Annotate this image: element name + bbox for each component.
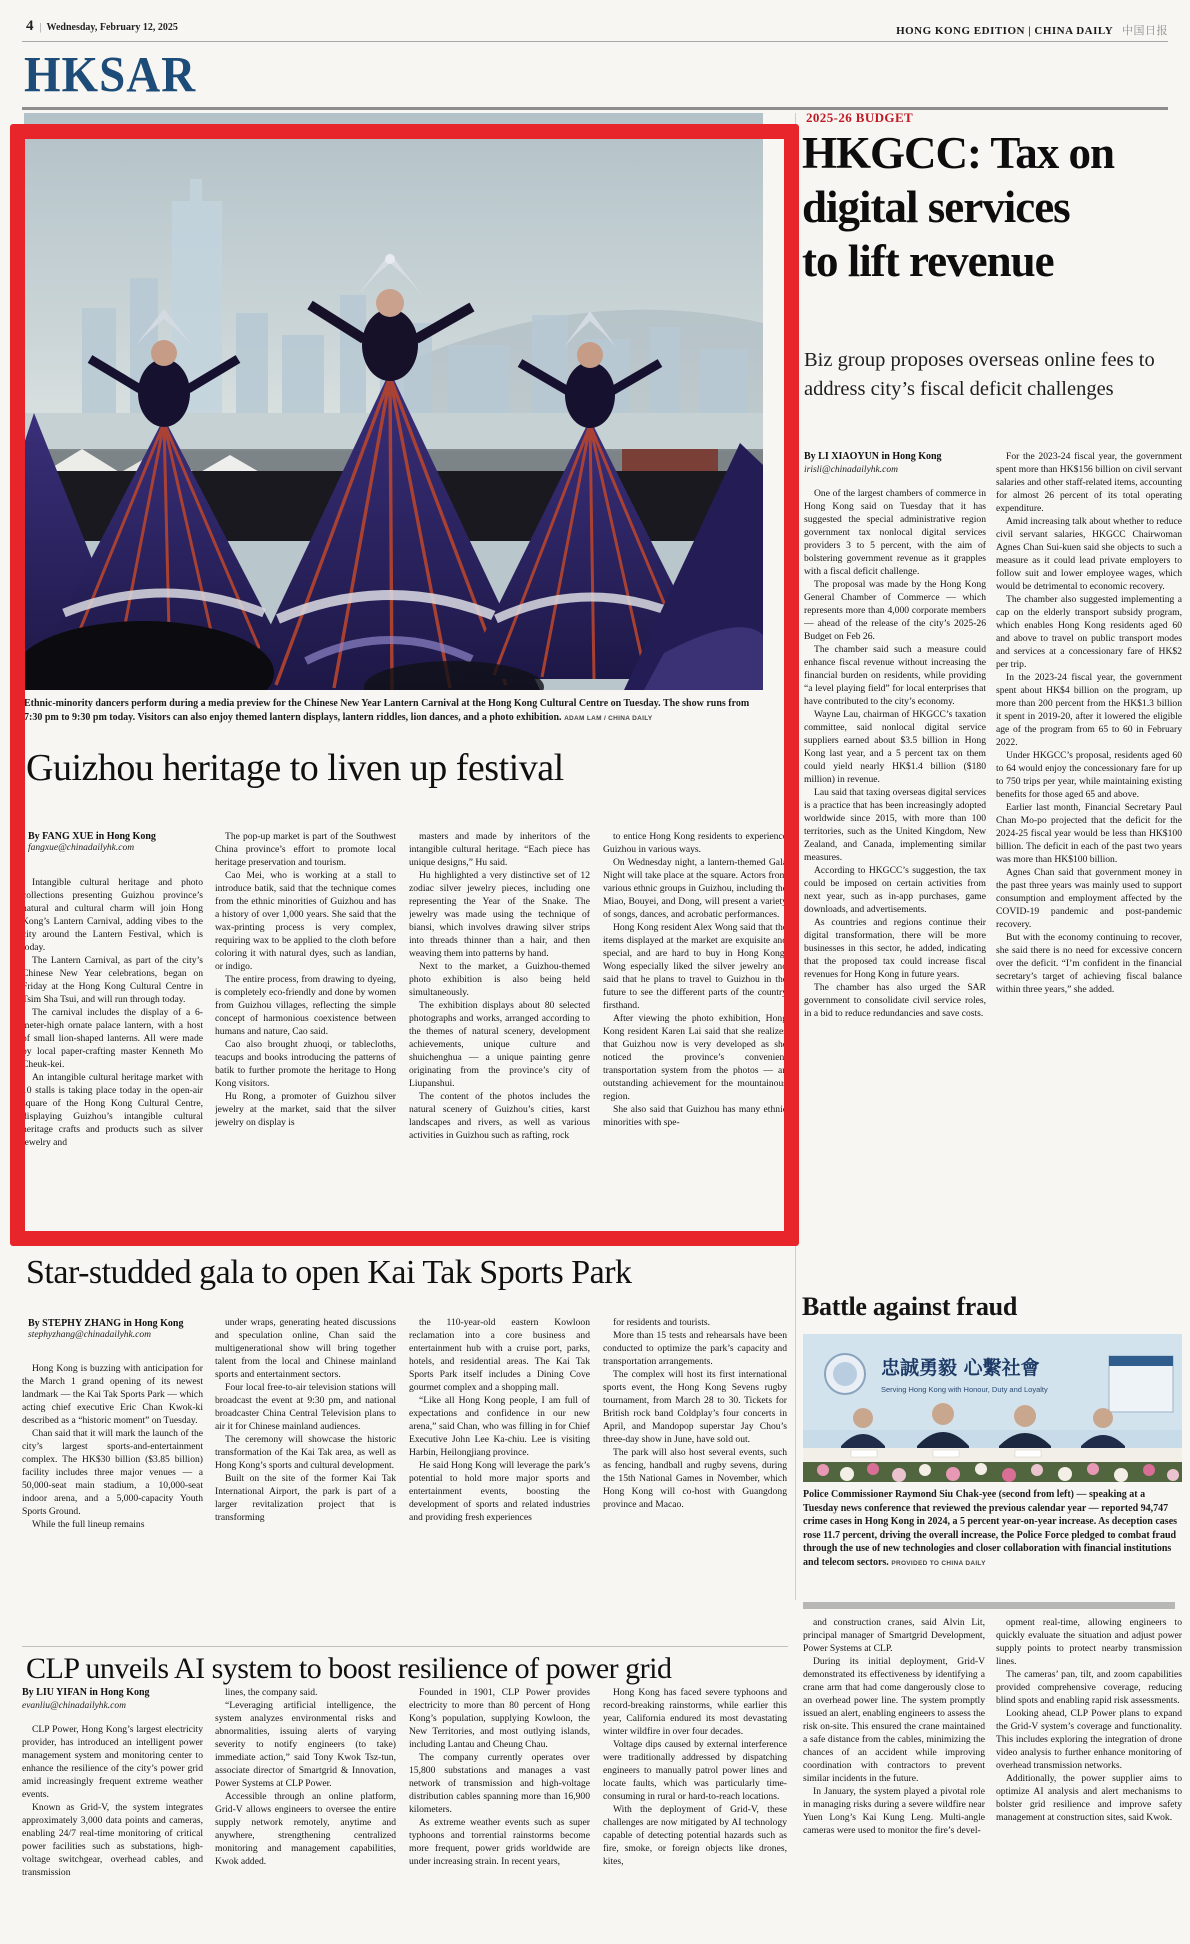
clp-column-6 <box>996 1616 1182 1944</box>
paragraph: Cao also brought zhuoqi, or tablecloths, teacups and books introducing the patterns of batik to further promote the heritage to Hong Kong visitors. <box>215 1039 396 1089</box>
clp-column-4 <box>603 1686 787 1944</box>
paragraph: Additionally, the power supplier aims to optimize AI analysis and alert mechanisms to bolster grid resilience and improve safety management at construction sites, said Kwok. <box>996 1773 1182 1823</box>
paragraph: The pop-up market is part of the Southwest China province’s effort to promote local heritage preservation and tourism. <box>215 831 396 868</box>
paragraph: masters and made by inheritors of the intangible cultural heritage. “Each piece has unique designs,” Hu said. <box>409 831 590 868</box>
clp-column-5 <box>803 1616 985 1944</box>
paragraph: Hong Kong resident Alex Wong said that the items displayed at the market are exquisite and special, and are hard to buy in Hong Kong. Wong especially liked the silver jewelry and said that he plans to travel to Guizhou in the future to see the different parts of the country firsthand. <box>603 922 787 1011</box>
paragraph: The entire process, from drawing to dyeing, is completely eco-friendly and done by women from Guizhou villages, reflecting the simple concept of harmonious coexistence between humans and nature, Cao said. <box>215 974 396 1037</box>
paragraph: The complex will host its first international sports event, the Hong Kong Sevens rugby tournament, from March 28 to 30. Tickets for British rock band Coldplay’s four concerts in April, and Mandopop superstar Jay Chou’s three-day show in June, have sold out. <box>603 1369 787 1445</box>
paragraph: As countries and regions continue their digital transformation, there will be more businesses in this sector, he added, indicating that the proposed tax could increase fiscal revenues for Hong Kong in future years. <box>804 917 986 980</box>
paragraph: Amid increasing talk about whether to reduce civil servant salaries, HKGCC Chairwoman Agnes Chan Sui-kuen said she objects to such a measure as it could lead private employers to follow suit and lower employee wages, which would be detrimental to economic recovery. <box>996 516 1182 592</box>
brand-label: CHINA DAILY <box>1034 25 1113 37</box>
fraud-photo-credit: PROVIDED TO CHINA DAILY <box>891 1559 986 1567</box>
kaitak-byline-email: stephyzhang@chinadailyhk.com <box>28 1330 151 1340</box>
backdrop-chinese-text: 忠誠勇毅 心繫社會 <box>881 1357 1040 1379</box>
paragraph: Hong Kong has faced severe typhoons and record-breaking rainstorms, while earlier this year, California endured its most devastating winter wildfire in over four decades. <box>603 1687 787 1737</box>
paragraph: Looking ahead, CLP Power plans to expand the Grid-V system’s coverage and functionality. This includes exploring the integration of drone video analysis to further enhance monitoring of overhead transmission networks. <box>996 1708 1182 1771</box>
clp-column-2 <box>215 1686 396 1944</box>
paragraph: She also said that Guizhou has many ethnic minorities with spe- <box>603 1104 787 1128</box>
edition-label: HONG KONG EDITION <box>896 25 1025 37</box>
paragraph: As extreme weather events such as super typhoons and torrential rainstorms become more frequent, power grids worldwide are under increasing strain. In recent years, <box>409 1817 590 1867</box>
paragraph: The chamber also suggested implementing a cap on the elderly transport subsidy program, which enables Hong Kong residents aged 60 and above to travel on public transport modes and services at a concessionary fare of HK$2 per trip. <box>996 594 1182 670</box>
paragraph: Accessible through an online platform, Grid-V allows engineers to oversee the entire supply network remotely, anytime and anywhere, strengthening centralized monitoring and management capabilities, Kwok added. <box>215 1791 396 1867</box>
budget-column-1 <box>804 450 986 1290</box>
paragraph: “Like all Hong Kong people, I am full of expectations and confidence in our new arena,” said Chan, who was filling in for Chief Executive John Lee Ka-chiu. Lee is visiting Harbin, Heilongjiang province. <box>409 1395 590 1458</box>
paragraph: for residents and tourists. <box>613 1317 710 1328</box>
section-title: HKSAR <box>24 47 197 104</box>
budget-kicker: 2025-26 BUDGET <box>806 110 914 125</box>
paragraph: One of the largest chambers of commerce in Hong Kong said on Tuesday that it has suggested the special administrative region government tax nonlocal digital services providers 3 to 5 percent, with the aim of bolstering government revenue as it grapples with a fiscal deficit challenge. <box>804 488 986 577</box>
paragraph: and construction cranes, said Alvin Lit, principal manager of Smartgrid Development, Power Systems at CLP. <box>803 1617 985 1654</box>
flower-row <box>803 1462 1182 1482</box>
kaitak-column-1 <box>22 1362 203 1648</box>
paragraph: lines, the company said. <box>225 1687 318 1698</box>
page-number: 4 <box>26 18 34 34</box>
paragraph: In the 2023-24 fiscal year, the government spent about HK$4 billion on the program, up more than 200 percent from the HK$1.3 billion it spent in 2019-20, after it lowered the eligible age of the program from 65 to 60 in February 2022. <box>996 672 1182 748</box>
paragraph: Chan said that it will mark the launch of the city’s largest sports-and-entertainment complex. The HK$30 billion ($3.85 billion) facility includes three major venues — a 50,000-seat main stadium, a 10,000-seat indoor arena, and a 5,000-capacity Youth Sports Ground. <box>22 1428 203 1517</box>
paragraph: Voltage dips caused by external interference were traditionally addressed by dispatching engineers to manually patrol power lines and locate faults, which was particularly time-consuming in rural or hard-to-reach locations. <box>603 1739 787 1802</box>
kaitak-column-3 <box>409 1316 590 1648</box>
clp-column-3 <box>409 1686 590 1944</box>
page-date: Wednesday, February 12, 2025 <box>46 22 178 33</box>
paragraph: With the deployment of Grid-V, these challenges are now mitigated by AI technology capable of detecting potential hazards such as fire, smoke, or foreign objects like drones, kites, <box>603 1804 787 1867</box>
article-divider-rule <box>22 1646 788 1647</box>
paragraph: Agnes Chan said that government money in the past three years was mainly used to support consumption and employment affected by the COVID-19 pandemic and post-pandemic recovery. <box>996 867 1182 930</box>
paragraph: He said Hong Kong will leverage the park’s potential to hold more major sports and entertainment events, boosting the development of sports and related industries and providing fresh experiences <box>409 1460 590 1523</box>
paragraph: The cameras’ pan, tilt, and zoom capabilities provided comprehensive coverage, reducing blind spots and enabling rapid risk assessments. <box>996 1669 1182 1706</box>
guizhou-column-2 <box>215 830 396 1224</box>
paragraph: The carnival includes the display of a 6-meter-high ornate palace lantern, with a host of small lion-shaped lanterns. All were made by local paper-crafting master Kenneth Mo Cheuk-kei. <box>22 1007 203 1070</box>
paragraph: According to HKGCC’s suggestion, the tax could be imposed on certain activities from next year, such as in-app purchases, game downloads, and advertisements. <box>804 865 986 915</box>
paragraph: Cao Mei, who is working at a stall to introduce batik, said that the technique comes from the ethnic minorities of Guizhou and has a history of over 1,000 years. She said that the wax-printing process is very complex, requiring wax to be applied to the cloth before coloring it with natural dyes, such as landian, or indigo. <box>215 870 396 972</box>
paragraph: Intangible cultural heritage and photo collections presenting Guizhou province’s natural and cultural charm will join Hong Kong’s Lantern Carnival, adding vibes to the city around the Lantern Festival, which is today. <box>22 877 203 953</box>
fraud-photo-caption: Police Commissioner Raymond Siu Chak-yee (second from left) — speaking at a Tuesday news conference that reviewed the previous calendar year — reported 94,747 crime cases in Hong Kong in 2024, a 5 percent year-on-year increase. As deception cases rose 11.7 percent, driving the overall increase, the Police Force pledged to combat fraud through the use of new technologies and closer collaboration with financial institutions and telecom sectors. PROVIDED TO CHINA DAILY <box>803 1489 1178 1568</box>
guizhou-byline-email: fangxue@chinadailyhk.com <box>28 843 135 853</box>
budget-headline <box>802 126 1114 288</box>
paragraph: While the full lineup remains <box>32 1519 145 1530</box>
kaitak-headline: Star-studded gala to open Kai Tak Sports Park <box>26 1254 632 1291</box>
clp-byline-email: evanliu@chinadailyhk.com <box>22 1701 126 1711</box>
kaitak-column-2 <box>215 1316 396 1648</box>
lead-photo-caption: Ethnic-minority dancers perform during a media preview for the Chinese New Year Lantern Carnival at the Hong Kong Cultural Centre on Tuesday. The show runs from 7:30 pm to 9:30 pm today. Visitors can also enjoy themed lantern displays, lantern riddles, lion dances, and a photo exhibition. ADAM LAM / CHINA DAILY <box>24 698 750 723</box>
paragraph: For the 2023-24 fiscal year, the government spent more than HK$156 billion on civil servant salaries and other staff-related items, accounting for almost 26 percent of its total operating expenditure. <box>996 451 1182 514</box>
paragraph: An intangible cultural heritage market with 10 stalls is taking place today in the open-air square of the Hong Kong Cultural Centre, displaying Guizhou’s intangible cultural heritage crafts and products such as silver jewelry and <box>22 1072 203 1148</box>
paragraph: More than 15 tests and rehearsals have been conducted to optimize the park’s capacity and transportation arrangements. <box>603 1330 787 1367</box>
paragraph: Hu Rong, a promoter of Guizhou silver jewelry at the market, said that the silver jewelry on display is <box>215 1091 396 1128</box>
header-rule <box>22 41 1168 42</box>
paragraph: Built on the site of the former Kai Tak International Airport, the park is part of a larger revitalization project that is transforming <box>215 1473 396 1523</box>
paragraph: the 110-year-old eastern Kowloon reclamation into a core business and entertainment hub with a cruise port, parks, hotels, and residential areas. The Kai Tak Sports Park itself includes a Dining Cove gourmet complex and a shopping mall. <box>409 1317 590 1393</box>
paragraph: Hu highlighted a very distinctive set of 12 zodiac silver jewelry pieces, including one representing the Year of the Snake. The jewelry was made using the technique of biansi, which involves drawing silver strips into threads thinner than a hair, and then weaving them into patterns by hand. <box>409 870 590 959</box>
paragraph: The Lantern Carnival, as part of the city’s Chinese New Year celebrations, began on Friday at the Hong Kong Cultural Centre in Tsim Sha Tsui, and will run through today. <box>22 955 203 1005</box>
column-divider-rule <box>795 113 796 1600</box>
paragraph: Lau said that taxing overseas digital services is a practice that has been increasingly adopted worldwide since 2015, with more than 100 territories, such as the United Kingdom, New Zealand, and Canada, implementing similar measures. <box>804 787 986 863</box>
clp-column-1 <box>22 1686 203 1944</box>
paragraph: CLP Power, Hong Kong’s largest electricity provider, has introduced an intelligent power management system and monitoring center to enhance the resilience of the city’s power grid amid increasingly frequent extreme weather events. <box>22 1724 203 1800</box>
paragraph: The proposal was made by the Hong Kong General Chamber of Commerce — which represents more than 4,000 corporate members — ahead of the release of the city’s 2025-26 Budget on Feb 26. <box>804 579 986 642</box>
brand-chinese: 中国日报 <box>1122 25 1168 37</box>
paragraph: During its initial deployment, Grid-V demonstrated its effectiveness by identifying a crane arm that had come dangerously close to an overhead power line. The system promptly issued an alert, enabling engineers to assess the risk on-site. This ensured the crane maintained a safe distance from the cables, minimizing the chances of an accident while improving coordination with contractors to prevent similar incidents in the future. <box>803 1656 985 1784</box>
paragraph: The exhibition displays about 80 selected photographs and works, arranged according to the themes of natural scenery, development achievements, unique culture and shuichenghua — a unique painting genre originating from the province’s city of Liupanshui. <box>409 1000 590 1089</box>
paragraph: “Leveraging artificial intelligence, the system analyzes environmental risks and abnormalities, issuing alerts of varying severity to notify engineers (to take) immediate action,” said Tony Kwok Tsz-tun, associate director of Smartgrid & Innovation, Power Systems at CLP Power. <box>215 1700 396 1789</box>
paragraph: HKGCC: Tax on <box>802 128 1115 178</box>
paragraph: Founded in 1901, CLP Power provides electricity to more than 80 percent of Hong Kong’s population, supplying Kowloon, the New Territories, and most outlying islands, including Lantau and Cheung Chau. <box>409 1687 590 1750</box>
paragraph: Next to the market, a Guizhou-themed photo exhibition is also being held simultaneously. <box>409 961 590 998</box>
section-divider-bar <box>803 1602 1175 1609</box>
paragraph: In January, the system played a pivotal role in managing risks during a severe wildfire near Yuen Long’s Kai Kung Leng. Multi-angle cameras were used to monitor the fire’s devel- <box>803 1786 985 1836</box>
paragraph: Earlier last month, Financial Secretary Paul Chan Mo-po projected that the deficit for the 2024-25 fiscal year would be less than HK$100 billion. The deficit in each of the past two years was more than HK$100 billion. <box>996 802 1182 865</box>
masthead-rule <box>22 107 1168 110</box>
paragraph: digital services <box>802 182 1070 232</box>
paragraph: to lift revenue <box>802 236 1054 286</box>
clp-byline: By LIU YIFAN in Hong Kong evanliu@chinadailyhk.com <box>22 1686 203 1713</box>
paragraph: The content of the photos includes the natural scenery of Guizhou’s cities, karst landscapes and rivers, as well as various activities in Guizhou such as rafting, rock <box>409 1091 590 1141</box>
paragraph: under wraps, generating heated discussions and speculation online, Chan said the multigenerational show will bring together talent from the local and Chinese mainland sports and entertainment sectors. <box>215 1317 396 1380</box>
guizhou-byline: By FANG XUE in Hong Kong fangxue@chinadailyhk.com <box>28 831 204 853</box>
paragraph: The ceremony will showcase the historic transformation of the Kai Tak area, as well as Hong Kong’s sports and cultural development. <box>215 1434 396 1471</box>
guizhou-headline: Guizhou heritage to liven up festival <box>26 747 564 789</box>
budget-byline: By LI XIAOYUN in Hong Kong irisli@chinadailyhk.com <box>804 450 986 477</box>
lead-photo-credit: ADAM LAM / CHINA DAILY <box>564 714 653 722</box>
paragraph: Wayne Lau, chairman of HKGCC’s taxation committee, said nonlocal digital service suppliers earned about $3.5 billion in Hong Kong last year, and a 5 percent tax on them could yield nearly HK$1.4 billion ($180 million) in revenue. <box>804 709 986 785</box>
paragraph: The chamber has also urged the SAR government to consolidate civil service roles, in a bid to reduce redundancies and save costs. <box>804 982 986 1019</box>
kaitak-column-4 <box>603 1316 787 1648</box>
paragraph: to entice Hong Kong residents to experience Guizhou in various ways. <box>603 831 787 855</box>
paragraph: The chamber said such a measure could enhance fiscal revenue without increasing the financial burden on residents, while providing “a level playing field” for local enterprises that have contributed to the city’s economy. <box>804 644 986 707</box>
fraud-headline: Battle against fraud <box>802 1292 1018 1321</box>
paragraph: After viewing the photo exhibition, Hong Kong resident Karen Lai said that she realizes that Guizhou now is very developed as she noticed the province’s convenient transportation system from the photos — an outstanding achievement for the mountainous region. <box>603 1013 787 1102</box>
paragraph: Under HKGCC’s proposal, residents aged 60 to 64 would enjoy the concessionary fare for up to 750 trips per year, while maintaining existing benefits for those aged 65 and above. <box>996 750 1182 800</box>
clp-headline: CLP unveils AI system to boost resilience of power grid <box>26 1652 672 1685</box>
kaitak-byline: By STEPHY ZHANG in Hong Kong stephyzhang@chinadailyhk.com <box>28 1318 204 1340</box>
police-press-conference-photo <box>803 1334 1182 1482</box>
paragraph: Hong Kong is buzzing with anticipation for the March 1 grand opening of its newest landmark — the Kai Tak Sports Park — which acting chief executive Eric Chan Kwok-ki described as a “historic moment” on Tuesday. <box>22 1363 203 1426</box>
paragraph: But with the economy continuing to recover, she said there is no need for excessive concern over the deficit. “I’m confident in the financial secretary’s target of achieving fiscal balance within three years,” she added. <box>996 932 1182 995</box>
paragraph: The company currently operates over 15,800 substations and manages a vast network of transmission and high-voltage distribution cables spanning more than 16,900 kilometers. <box>409 1752 590 1815</box>
paragraph: Four local free-to-air television stations will broadcast the event at 9:30 pm, and national broadcaster China Central Television plans to air it for Chinese mainland audiences. <box>215 1382 396 1432</box>
guizhou-column-3 <box>409 830 590 1224</box>
paragraph: opment real-time, allowing engineers to quickly evaluate the situation and adjust power supply points to protect nearby transmission lines. <box>996 1617 1182 1667</box>
budget-subhead: Biz group proposes overseas online fees to address city’s fiscal deficit challenges <box>804 349 1155 400</box>
paragraph: On Wednesday night, a lantern-themed Gala Night will take place at the square. Actors from various ethnic groups in Guizhou, including the Miao, Bouyei, and Dong, will present a variety of songs, dances, and acrobatic performances. <box>603 857 787 920</box>
guizhou-column-4 <box>603 830 787 1224</box>
lantern-carnival-photo <box>24 113 763 690</box>
guizhou-column-1 <box>22 876 203 1222</box>
page-header-right: HONG KONG EDITION | CHINA DAILY 中国日报 <box>896 25 1168 37</box>
paragraph: The park will also host several events, such as fencing, handball and rugby sevens, during the 15th National Games in November, which Hong Kong will co-host with Guangdong province and Macao. <box>603 1447 787 1510</box>
paragraph: Known as Grid-V, the system integrates approximately 3,000 data points and cameras, enabling 24/7 real-time monitoring of critical power facilities such as substations, high-voltage switchgear, overhead cables, and transmission <box>22 1802 203 1878</box>
budget-byline-email: irisli@chinadailyhk.com <box>804 465 898 475</box>
page-header-left: 4 | Wednesday, February 12, 2025 <box>26 18 178 34</box>
budget-column-2 <box>996 450 1182 1290</box>
backdrop-english-text: Serving Hong Kong with Honour, Duty and Loyalty <box>881 1385 1048 1394</box>
